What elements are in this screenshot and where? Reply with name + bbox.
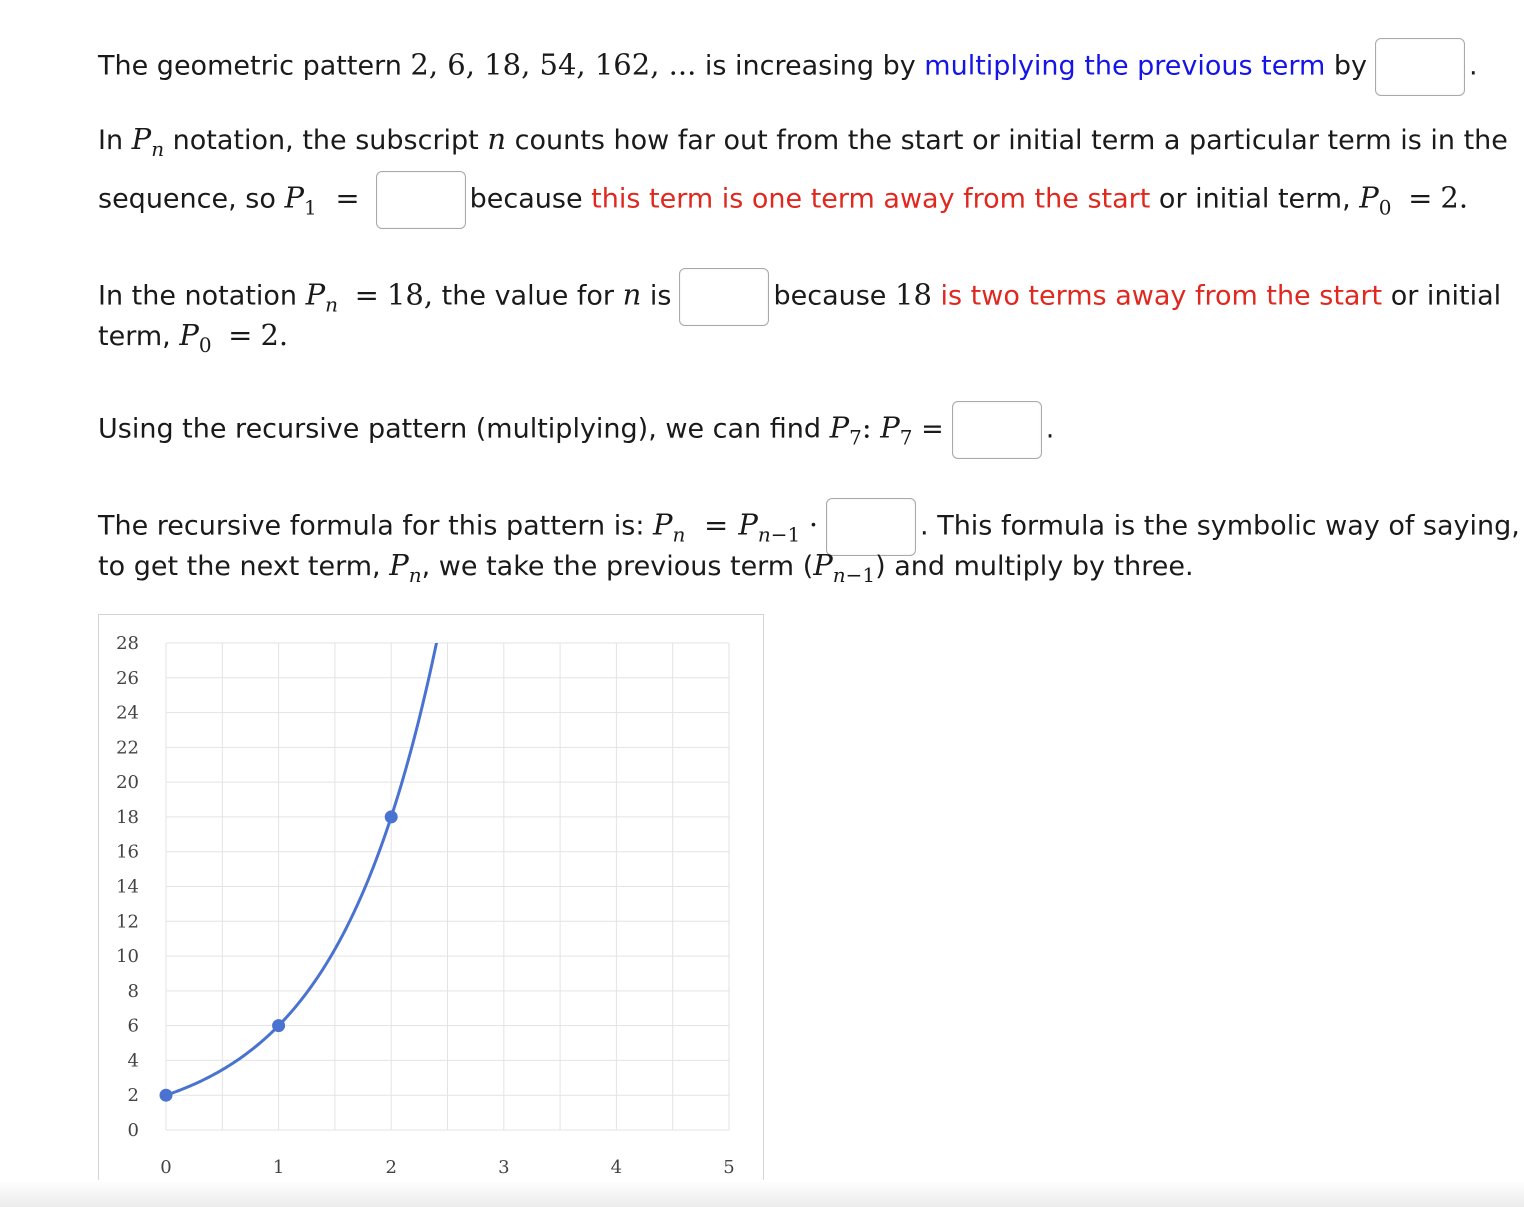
geometric-sequence-chart xyxy=(99,615,763,1199)
line-6 xyxy=(98,401,1054,459)
y-tick-label: 14 xyxy=(116,876,139,898)
math-var: P xyxy=(284,180,304,215)
highlight-red: this term is one term away from the start xyxy=(591,183,1151,215)
y-tick-label: 2 xyxy=(127,1085,139,1107)
math-var: P xyxy=(653,507,673,542)
math-sub: 1 xyxy=(303,195,317,220)
line-3 xyxy=(98,171,1468,229)
text: term, xyxy=(98,321,171,352)
text: because xyxy=(469,183,583,215)
y-tick-label: 4 xyxy=(127,1050,139,1072)
math-var: P xyxy=(1359,180,1379,215)
page-bottom-shade xyxy=(0,1180,1524,1207)
line-2 xyxy=(98,122,1508,166)
x-tick-label: 3 xyxy=(498,1157,510,1178)
line-1 xyxy=(98,38,1478,96)
math-sub: 7 xyxy=(899,425,913,450)
y-tick-label: 20 xyxy=(116,772,139,794)
equals: = xyxy=(354,277,379,312)
text: The geometric pattern xyxy=(98,50,402,82)
answer-input-n[interactable] xyxy=(679,268,769,326)
math-sub: n xyxy=(151,137,165,161)
math-var: P xyxy=(829,410,850,445)
colon: : xyxy=(861,410,872,445)
equals: = xyxy=(228,318,253,352)
x-tick-label: 5 xyxy=(723,1157,735,1178)
y-tick-label: 18 xyxy=(116,806,139,828)
equals: = xyxy=(704,507,729,542)
comma: , xyxy=(421,551,431,582)
text: the value for xyxy=(441,280,615,312)
text: In the notation xyxy=(98,280,298,312)
math-var: n xyxy=(622,277,642,312)
y-tick-label: 12 xyxy=(116,911,139,933)
math-sub: 0 xyxy=(198,333,212,357)
text: or initial term, xyxy=(1158,183,1351,215)
equals: = xyxy=(1408,180,1433,215)
multiply-dot: · xyxy=(808,507,819,542)
series-curve xyxy=(166,615,459,1095)
chart-frame xyxy=(98,614,764,1200)
text: is increasing by xyxy=(704,50,916,82)
text: sequence, so xyxy=(98,183,276,215)
y-tick-label: 16 xyxy=(116,841,139,863)
math-sub: −1 xyxy=(770,522,801,547)
math-var: P xyxy=(305,277,326,312)
line-4 xyxy=(98,268,1501,326)
math-var: P xyxy=(389,548,409,582)
text: we take the previous term ( xyxy=(438,551,814,582)
text: or initial xyxy=(1390,280,1502,312)
math-sub: n xyxy=(325,292,339,317)
math-value: 2. xyxy=(260,318,289,352)
math-sub: 0 xyxy=(1378,195,1392,220)
answer-input-multiplier[interactable] xyxy=(1375,38,1465,96)
math-var: P xyxy=(131,122,152,156)
math-sub: n xyxy=(408,563,422,587)
y-tick-label: 22 xyxy=(116,737,139,759)
period: . xyxy=(1469,50,1478,82)
math-var: P xyxy=(738,507,758,542)
equals: = xyxy=(335,180,360,215)
math-var: n xyxy=(487,122,507,156)
line-5 xyxy=(98,318,288,362)
math-value: 18 xyxy=(895,277,932,312)
math-value: 2. xyxy=(1440,180,1469,215)
highlight-blue: multiplying the previous term xyxy=(924,50,1326,82)
math-var: P xyxy=(179,318,199,352)
text: to get the next term, xyxy=(98,551,381,582)
math-var: P xyxy=(813,548,833,582)
y-tick-label: 6 xyxy=(127,1015,139,1037)
text: notation, the subscript xyxy=(172,125,479,156)
text: counts how far out from the start or initial term a particular term is in the xyxy=(514,125,1508,156)
y-tick-label: 26 xyxy=(116,667,139,689)
text: ) and multiply by three. xyxy=(875,551,1194,582)
math-sub: 7 xyxy=(849,425,862,450)
equals: = xyxy=(921,413,944,445)
answer-input-p1[interactable] xyxy=(376,171,466,229)
text: The recursive formula for this pattern is: xyxy=(98,510,645,542)
data-point xyxy=(160,1089,173,1102)
line-8 xyxy=(98,548,1194,592)
x-tick-label: 4 xyxy=(610,1157,623,1178)
answer-input-p7[interactable] xyxy=(952,401,1042,459)
y-tick-label: 24 xyxy=(116,702,139,724)
y-tick-label: 10 xyxy=(116,946,139,968)
text: In xyxy=(98,125,124,156)
y-tick-label: 28 xyxy=(116,633,139,654)
math-sub: n xyxy=(672,522,686,547)
math-var: P xyxy=(880,410,900,445)
data-point xyxy=(385,810,398,823)
math-value: 18, xyxy=(386,277,434,312)
x-tick-label: 0 xyxy=(160,1157,172,1178)
period: . xyxy=(1045,413,1055,445)
text: . This formula is the symbolic way of saying, xyxy=(920,510,1520,542)
x-tick-label: 2 xyxy=(385,1157,397,1178)
sequence-math: 2, 6, 18, 54, 162, ... xyxy=(410,47,697,82)
text: by xyxy=(1333,50,1368,82)
text: because xyxy=(773,280,887,312)
highlight-red: is two terms away from the start xyxy=(940,280,1383,312)
math-sub: −1 xyxy=(845,563,876,587)
text: Using the recursive pattern (multiplying), we can find xyxy=(98,413,821,445)
math-sub: n xyxy=(832,563,846,587)
y-tick-label: 0 xyxy=(127,1120,139,1141)
data-point xyxy=(272,1019,285,1032)
y-tick-label: 8 xyxy=(127,980,139,1002)
math-sub: n xyxy=(757,522,771,547)
text: is xyxy=(649,280,672,312)
x-tick-label: 1 xyxy=(272,1157,285,1178)
